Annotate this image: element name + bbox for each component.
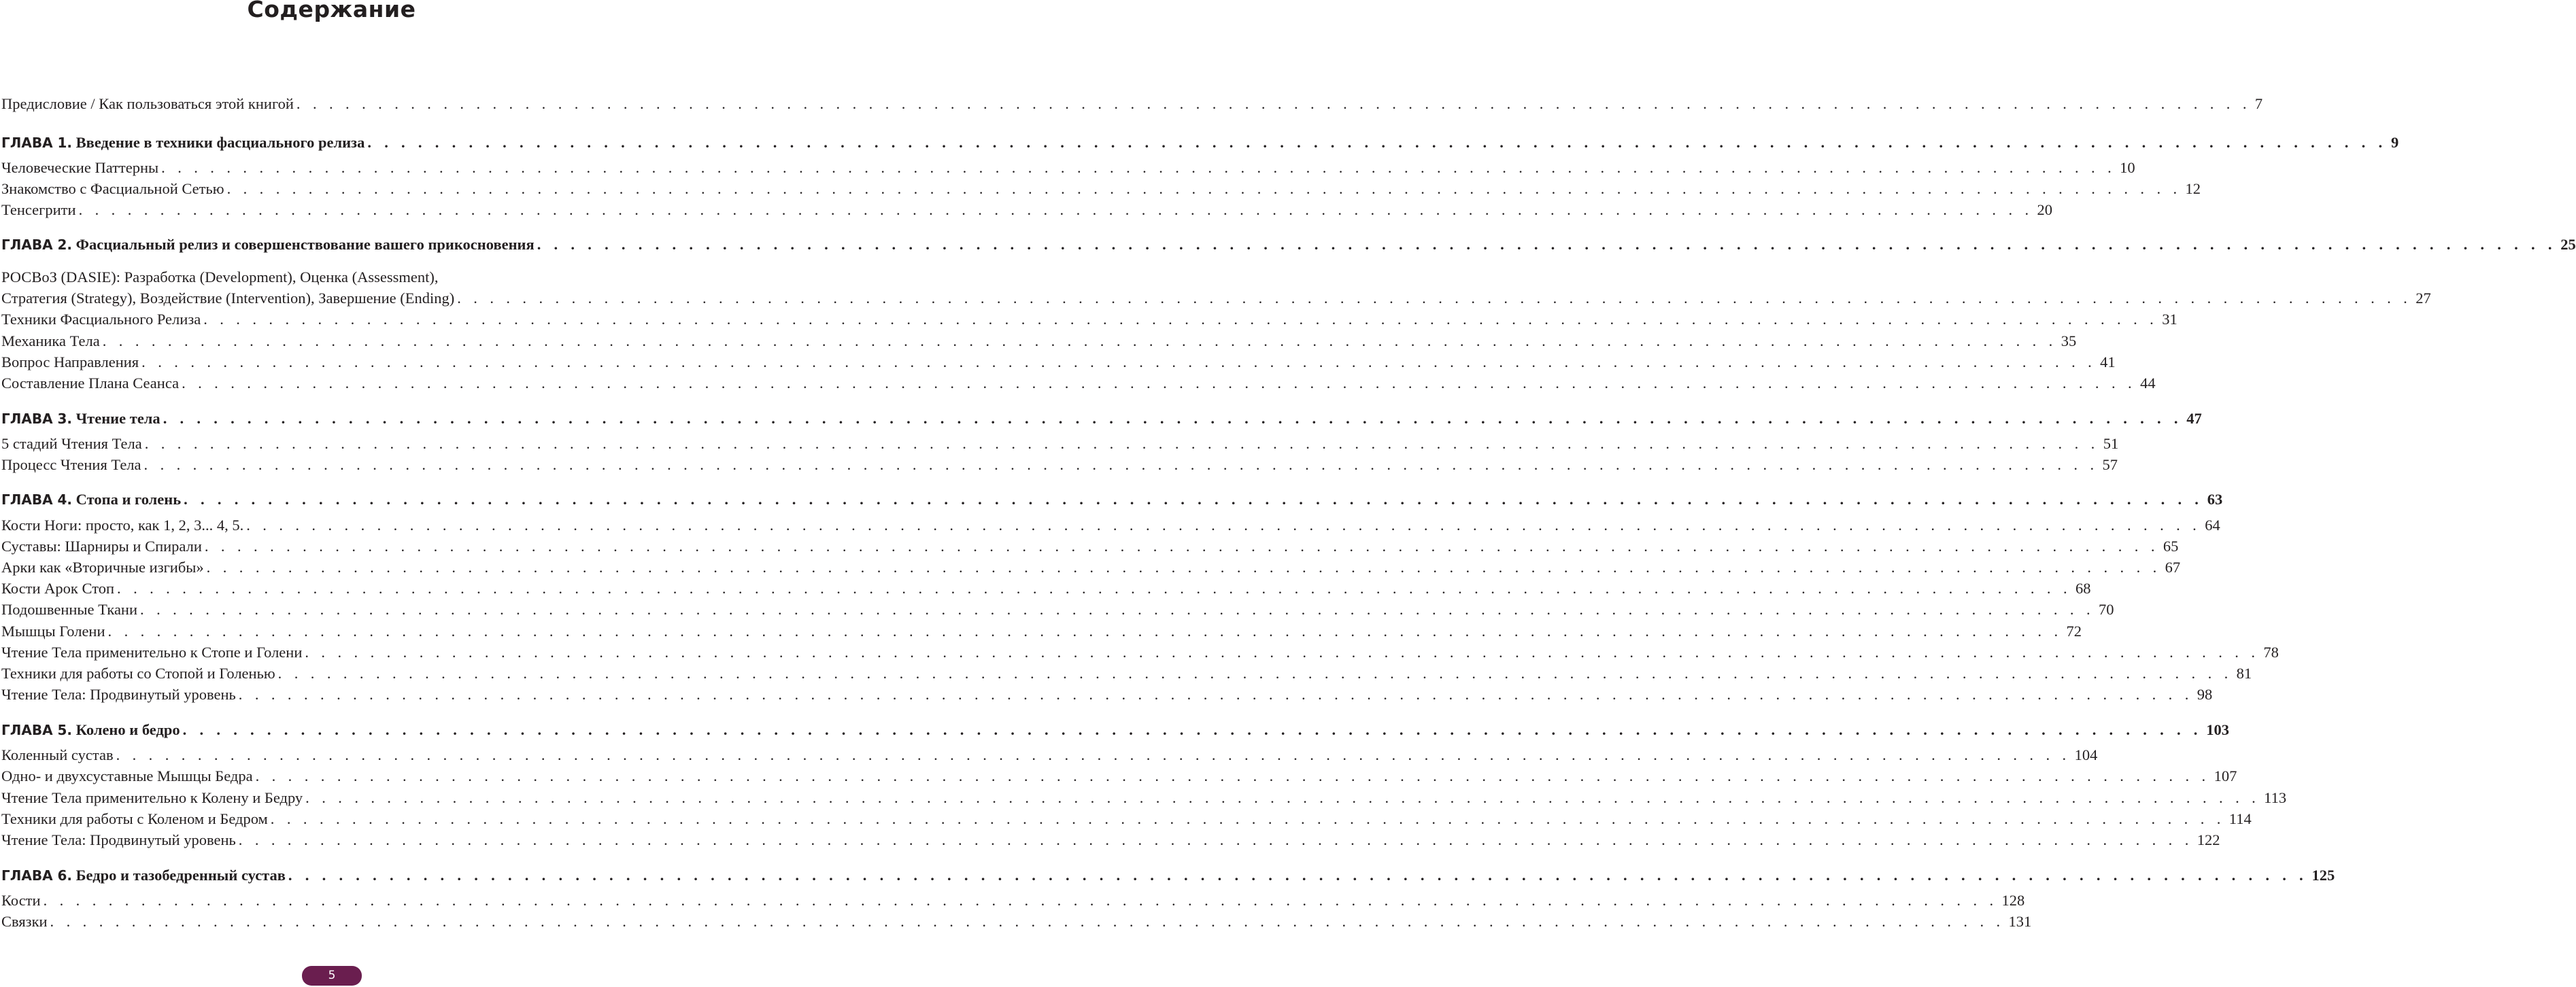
toc-entry [1, 890, 2025, 911]
dot-leader: . . . . . . . . . . . . . . . . . . . . . . . . . . . . . . . . . . . . . . . . . . . . . . . . . . . . . . . . . . . . . . . . . . . . . . . . . . . . . . . . . . . . . . . . . . . . . . . . . . . . . . . . . . . . . . . . . . . . . . . . [203, 311, 2158, 328]
toc-page-number: 122 [2197, 831, 2220, 848]
toc-entry [1, 766, 2237, 786]
toc-page-number: 10 [2120, 159, 2135, 176]
dot-leader: . . . . . . . . . . . . . . . . . . . . . . . . . . . . . . . . . . . . . . . . . . . . . . . . . . . . . . . . . . . . . . . . . . . . . . . . . . . . . . . . . . . . . . . . . . . . . . . . . . . . . . . . . . . . . . . . . . . . . . . . [140, 601, 2095, 618]
toc-entry-label: Чтение Тела: Продвинутый уровень [1, 831, 236, 848]
dot-leader: . . . . . . . . . . . . . . . . . . . . . . . . . . . . . . . . . . . . . . . . . . . . . . . . . . . . . . . . . . . . . . . . . . . . . . . . . . . . . . . . . . . . . . . . . . . . . . . . . . . . . . . . . . . . . . . . . . . . . . . . [107, 623, 2063, 640]
toc-page-number: 47 [2186, 410, 2202, 427]
dot-leader: . . . . . . . . . . . . . . . . . . . . . . . . . . . . . . . . . . . . . . . . . . . . . . . . . . . . . . . . . . . . . . . . . . . . . . . . . . . . . . . . . . . . . . . . . . . . . . . . . . . . . . . . . . . . . . . . . . . . . . . . [246, 517, 2201, 534]
dot-leader: . . . . . . . . . . . . . . . . . . . . . . . . . . . . . . . . . . . . . . . . . . . . . . . . . . . . . . . . . . . . . . . . . . . . . . . . . . . . . . . . . . . . . . . . . . . . . . . . . . . . . . . . . . . . . . . . . . . . . . . . [117, 580, 2072, 597]
toc-entry [1, 288, 2431, 309]
toc-page-number: 78 [2263, 644, 2279, 661]
toc-entry-label: Стратегия (Strategy), Воздействие (Intervention), Завершение (Ending) [1, 290, 455, 307]
toc-entry-label: Арки как «Вторичные изгибы» [1, 559, 204, 576]
toc-chapter-label [1, 409, 163, 429]
dot-leader: . . . . . . . . . . . . . . . . . . . . . . . . . . . . . . . . . . . . . . . . . . . . . . . . . . . . . . . . . . . . . . . . . . . . . . . . . . . . . . . . . . . . . . . . . . . . . . . . . . . . . . . . . . . . . . . . . . . . . . . . [184, 491, 2203, 508]
dot-leader: . . . . . . . . . . . . . . . . . . . . . . . . . . . . . . . . . . . . . . . . . . . . . . . . . . . . . . . . . . . . . . . . . . . . . . . . . . . . . . . . . . . . . . . . . . . . . . . . . . . . . . . . . . . . . . . . . . . . . . . . [270, 810, 2225, 827]
toc-page-number: 128 [2001, 892, 2025, 909]
toc-chapter [1, 133, 2399, 153]
toc-entry [1, 179, 2201, 199]
toc-entry [1, 434, 2119, 454]
chapter-number: ГЛАВА 6. [1, 867, 73, 884]
dot-leader: . . . . . . . . . . . . . . . . . . . . . . . . . . . . . . . . . . . . . . . . . . . . . . . . . . . . . . . . . . . . . . . . . . . . . . . . . . . . . . . . . . . . . . . . . . . . . . . . . . . . . . . . . . . . . . . . . . . . . . . . [305, 789, 2260, 806]
toc-entry [1, 809, 2252, 829]
toc-entry [1, 663, 2252, 684]
page-number-badge: 5 [302, 966, 362, 986]
toc-chapter [1, 720, 2229, 740]
toc-entry [1, 788, 2287, 808]
toc-page-number: 104 [2074, 746, 2098, 763]
dot-leader: . . . . . . . . . . . . . . . . . . . . . . . . . . . . . . . . . . . . . . . . . . . . . . . . . . . . . . . . . . . . . . . . . . . . . . . . . . . . . . . . . . . . . . . . . . . . . . . . . . . . . . . . . . . . . . . . . . . . . . . . [238, 686, 2193, 703]
dot-leader: . . . . . . . . . . . . . . . . . . . . . . . . . . . . . . . . . . . . . . . . . . . . . . . . . . . . . . . . . . . . . . . . . . . . . . . . . . . . . . . . . . . . . . . . . . . . . . . . . . . . . . . . . . . . . . . . . . . . . . . . [163, 410, 2183, 427]
dot-leader: . . . . . . . . . . . . . . . . . . . . . . . . . . . . . . . . . . . . . . . . . . . . . . . . . . . . . . . . . . . . . . . . . . . . . . . . . . . . . . . . . . . . . . . . . . . . . . . . . . . . . . . . . . . . . . . . . . . . . . . . [102, 332, 2057, 349]
chapter-title: Колено и бедро [75, 721, 180, 738]
toc-page-number: 72 [2066, 623, 2082, 640]
toc-entry-label: Техники для работы со Стопой и Голенью [1, 665, 275, 682]
toc-entry-label: Тенсегрити [1, 201, 76, 218]
dot-leader: . . . . . . . . . . . . . . . . . . . . . . . . . . . . . . . . . . . . . . . . . . . . . . . . . . . . . . . . . . . . . . . . . . . . . . . . . . . . . . . . . . . . . . . . . . . . . . . . . . . . . . . . . . . . . . . . . . . . . . . . [288, 867, 2308, 884]
dot-leader: . . . . . . . . . . . . . . . . . . . . . . . . . . . . . . . . . . . . . . . . . . . . . . . . . . . . . . . . . . . . . . . . . . . . . . . . . . . . . . . . . . . . . . . . . . . . . . . . . . . . . . . . . . . . . . . . . . . . . . . . [305, 644, 2260, 661]
dot-leader: . . . . . . . . . . . . . . . . . . . . . . . . . . . . . . . . . . . . . . . . . . . . . . . . . . . . . . . . . . . . . . . . . . . . . . . . . . . . . . . . . . . . . . . . . . . . . . . . . . . . . . . . . . . . . . . . . . . . . . . . [161, 159, 2116, 176]
dot-leader: . . . . . . . . . . . . . . . . . . . . . . . . . . . . . . . . . . . . . . . . . . . . . . . . . . . . . . . . . . . . . . . . . . . . . . . . . . . . . . . . . . . . . . . . . . . . . . . . . . . . . . . . . . . . . . . . . . . . . . . . [296, 95, 2251, 112]
dot-leader: . . . . . . . . . . . . . . . . . . . . . . . . . . . . . . . . . . . . . . . . . . . . . . . . . . . . . . . . . . . . . . . . . . . . . . . . . . . . . . . . . . . . . . . . . . . . . . . . . . . . . . . . . . . . . . . . . . . . . . . . [144, 435, 2099, 452]
toc-page-number: 20 [2037, 201, 2053, 218]
chapter-number: ГЛАВА 1. [1, 135, 73, 151]
toc-entry-label: Человеческие Паттерны [1, 159, 159, 176]
dot-leader: . . . . . . . . . . . . . . . . . . . . . . . . . . . . . . . . . . . . . . . . . . . . . . . . . . . . . . . . . . . . . . . . . . . . . . . . . . . . . . . . . . . . . . . . . . . . . . . . . . . . . . . . . . . . . . . . . . . . . . . . [277, 665, 2233, 682]
toc-page-number: 63 [2207, 491, 2223, 508]
chapter-number: ГЛАВА 2. [1, 237, 73, 253]
toc-page-number: 103 [2206, 721, 2229, 738]
dot-leader: . . . . . . . . . . . . . . . . . . . . . . . . . . . . . . . . . . . . . . . . . . . . . . . . . . . . . . . . . . . . . . . . . . . . . . . . . . . . . . . . . . . . . . . . . . . . . . . . . . . . . . . . . . . . . . . . . . . . . . . . [206, 559, 2161, 576]
toc-chapter-label [1, 133, 367, 153]
toc-entry-label: Предисловие / Как пользоваться этой книгой [1, 95, 294, 112]
dot-leader: . . . . . . . . . . . . . . . . . . . . . . . . . . . . . . . . . . . . . . . . . . . . . . . . . . . . . . . . . . . . . . . . . . . . . . . . . . . . . . . . . . . . . . . . . . . . . . . . . . . . . . . . . . . . . . . . . . . . . . . . [238, 831, 2193, 848]
toc-entry [1, 578, 2091, 599]
toc-page-number: 114 [2228, 810, 2252, 827]
toc-entry [1, 830, 2220, 850]
chapter-title: Введение в техники фасциального релиза [75, 134, 365, 151]
toc-page-number: 51 [2103, 435, 2119, 452]
toc-entry-label: 5 стадий Чтения Тела [1, 435, 142, 452]
toc-page-number: 98 [2197, 686, 2213, 703]
toc-chapter-label [1, 235, 537, 255]
toc-entry-label: Знакомство с Фасциальной Сетью [1, 180, 224, 197]
dot-leader: . . . . . . . . . . . . . . . . . . . . . . . . . . . . . . . . . . . . . . . . . . . . . . . . . . . . . . . . . . . . . . . . . . . . . . . . . . . . . . . . . . . . . . . . . . . . . . . . . . . . . . . . . . . . . . . . . . . . . . . . [226, 180, 2182, 197]
toc-page-number: 7 [2254, 95, 2263, 112]
dot-leader: . . . . . . . . . . . . . . . . . . . . . . . . . . . . . . . . . . . . . . . . . . . . . . . . . . . . . . . . . . . . . . . . . . . . . . . . . . . . . . . . . . . . . . . . . . . . . . . . . . . . . . . . . . . . . . . . . . . . . . . . [367, 134, 2387, 151]
toc-entry-label: Подошвенные Ткани [1, 601, 138, 618]
toc-page-number: 9 [2390, 134, 2399, 151]
dot-leader: . . . . . . . . . . . . . . . . . . . . . . . . . . . . . . . . . . . . . . . . . . . . . . . . . . . . . . . . . . . . . . . . . . . . . . . . . . . . . . . . . . . . . . . . . . . . . . . . . . . . . . . . . . . . . . . . . . . . . . . . [255, 767, 2210, 784]
toc-page-number: 70 [2099, 601, 2114, 618]
chapter-title: Стопа и голень [75, 491, 182, 508]
chapter-title: Чтение тела [75, 410, 160, 427]
toc-chapter-label [1, 865, 288, 886]
toc-entry [1, 373, 2156, 394]
toc-entry [1, 621, 2082, 642]
toc-entry-label: Чтение Тела применительно к Колену и Бедру [1, 789, 303, 806]
toc-entry [1, 912, 2032, 932]
dot-leader: . . . . . . . . . . . . . . . . . . . . . . . . . . . . . . . . . . . . . . . . . . . . . . . . . . . . . . . . . . . . . . . . . . . . . . . . . . . . . . . . . . . . . . . . . . . . . . . . . . . . . . . . . . . . . . . . . . . . . . . . [50, 913, 2005, 930]
toc-entry-label: Кости Арок Стоп [1, 580, 115, 597]
toc-entry [1, 352, 2116, 373]
toc-entry [1, 309, 2177, 330]
dot-leader: . . . . . . . . . . . . . . . . . . . . . . . . . . . . . . . . . . . . . . . . . . . . . . . . . . . . . . . . . . . . . . . . . . . . . . . . . . . . . . . . . . . . . . . . . . . . . . . . . . . . . . . . . . . . . . . . . . . . . . . . [43, 892, 1998, 909]
toc-page-number: 25 [2560, 236, 2576, 253]
dot-leader: . . . . . . . . . . . . . . . . . . . . . . . . . . . . . . . . . . . . . . . . . . . . . . . . . . . . . . . . . . . . . . . . . . . . . . . . . . . . . . . . . . . . . . . . . . . . . . . . . . . . . . . . . . . . . . . . . . . . . . . . [143, 456, 2099, 473]
toc-entry [1, 515, 2220, 536]
toc-entry-label: РОСВоЗ (DASIE): Разработка (Development), Оценка (Assessment), [1, 269, 439, 285]
toc-entry [1, 200, 2053, 220]
toc-entry-label: Механика Тела [1, 332, 100, 349]
dot-leader: . . . . . . . . . . . . . . . . . . . . . . . . . . . . . . . . . . . . . . . . . . . . . . . . . . . . . . . . . . . . . . . . . . . . . . . . . . . . . . . . . . . . . . . . . . . . . . . . . . . . . . . . . . . . . . . . . . . . . . . . [457, 290, 2412, 307]
toc-chapter [1, 235, 2576, 255]
toc-entry-line [1, 267, 662, 288]
toc-page-number: 68 [2075, 580, 2091, 597]
toc-page-number: 81 [2236, 665, 2252, 682]
toc-page-number: 27 [2416, 290, 2431, 307]
toc-entry-label: Коленный сустав [1, 746, 114, 763]
toc-entry [1, 536, 2179, 557]
toc-page-number: 44 [2140, 375, 2156, 392]
toc-chapter [1, 489, 2223, 510]
toc-page-number: 113 [2264, 789, 2287, 806]
chapter-number: ГЛАВА 5. [1, 722, 73, 738]
toc-page-number: 12 [2185, 180, 2201, 197]
toc-entry [1, 642, 2279, 663]
dot-leader: . . . . . . . . . . . . . . . . . . . . . . . . . . . . . . . . . . . . . . . . . . . . . . . . . . . . . . . . . . . . . . . . . . . . . . . . . . . . . . . . . . . . . . . . . . . . . . . . . . . . . . . . . . . . . . . . . . . . . . . . [78, 201, 2033, 218]
toc-entry-label: Вопрос Направления [1, 353, 139, 370]
toc-page-number: 125 [2311, 867, 2335, 884]
toc-page-number: 65 [2163, 538, 2179, 555]
chapter-title: Фасциальный релиз и совершенствование вашего прикосновения [75, 236, 535, 253]
toc-entry-label: Чтение Тела: Продвинутый уровень [1, 686, 236, 703]
toc-entry-label: Чтение Тела применительно к Стопе и Голени [1, 644, 303, 661]
toc-entry-label: Мышцы Голени [1, 623, 105, 640]
dot-leader: . . . . . . . . . . . . . . . . . . . . . . . . . . . . . . . . . . . . . . . . . . . . . . . . . . . . . . . . . . . . . . . . . . . . . . . . . . . . . . . . . . . . . . . . . . . . . . . . . . . . . . . . . . . . . . . . . . . . . . . . [116, 746, 2071, 763]
dot-leader: . . . . . . . . . . . . . . . . . . . . . . . . . . . . . . . . . . . . . . . . . . . . . . . . . . . . . . . . . . . . . . . . . . . . . . . . . . . . . . . . . . . . . . . . . . . . . . . . . . . . . . . . . . . . . . . . . . . . . . . . [182, 721, 2203, 738]
toc-page-number: 57 [2102, 456, 2118, 473]
toc-page-number: 64 [2205, 517, 2220, 534]
chapter-title: Бедро и тазобедренный сустав [75, 867, 286, 884]
toc-chapter [1, 865, 2335, 886]
toc-entry [1, 557, 2181, 578]
toc-entry [1, 685, 2213, 705]
toc-page-number: 107 [2214, 767, 2237, 784]
dot-leader: . . . . . . . . . . . . . . . . . . . . . . . . . . . . . . . . . . . . . . . . . . . . . . . . . . . . . . . . . . . . . . . . . . . . . . . . . . . . . . . . . . . . . . . . . . . . . . . . . . . . . . . . . . . . . . . . . . . . . . . . [537, 236, 2557, 253]
toc-page-number: 35 [2061, 332, 2077, 349]
dot-leader: . . . . . . . . . . . . . . . . . . . . . . . . . . . . . . . . . . . . . . . . . . . . . . . . . . . . . . . . . . . . . . . . . . . . . . . . . . . . . . . . . . . . . . . . . . . . . . . . . . . . . . . . . . . . . . . . . . . . . . . . [204, 538, 2159, 555]
dot-leader: . . . . . . . . . . . . . . . . . . . . . . . . . . . . . . . . . . . . . . . . . . . . . . . . . . . . . . . . . . . . . . . . . . . . . . . . . . . . . . . . . . . . . . . . . . . . . . . . . . . . . . . . . . . . . . . . . . . . . . . . [141, 353, 2097, 370]
toc-entry [1, 600, 2114, 620]
toc-page-number: 41 [2100, 353, 2116, 370]
toc-page-number: 131 [2008, 913, 2032, 930]
chapter-number: ГЛАВА 4. [1, 491, 73, 508]
dot-leader: . . . . . . . . . . . . . . . . . . . . . . . . . . . . . . . . . . . . . . . . . . . . . . . . . . . . . . . . . . . . . . . . . . . . . . . . . . . . . . . . . . . . . . . . . . . . . . . . . . . . . . . . . . . . . . . . . . . . . . . . [182, 375, 2137, 392]
toc-entry-label: Кости [1, 892, 41, 909]
toc-page-number: 31 [2162, 311, 2177, 328]
toc-entry [1, 455, 2118, 475]
toc-page-number: 67 [2165, 559, 2181, 576]
toc-chapter-label [1, 720, 183, 740]
toc-entry [1, 331, 2077, 351]
toc-entry-label: Техники Фасциального Релиза [1, 311, 201, 328]
toc-entry [1, 745, 2098, 765]
toc-entry-label: Одно- и двухсуставные Мышцы Бедра [1, 767, 253, 784]
toc-entry-label: Составление Плана Сеанса [1, 375, 180, 392]
toc-entry-label: Суставы: Шарниры и Спирали [1, 538, 202, 555]
toc-chapter [1, 409, 2202, 429]
toc-entry [1, 94, 2263, 114]
toc-entry [1, 158, 2135, 178]
toc-chapter-label [1, 489, 184, 510]
toc-entry-label: Кости Ноги: просто, как 1, 2, 3... 4, 5. [1, 517, 244, 534]
toc-entry-label: Процесс Чтения Тела [1, 456, 141, 473]
chapter-number: ГЛАВА 3. [1, 411, 73, 427]
page-title: Содержание [247, 0, 416, 22]
toc-entry-label: Связки [1, 913, 48, 930]
toc-entry-label: Техники для работы с Коленом и Бедром [1, 810, 268, 827]
